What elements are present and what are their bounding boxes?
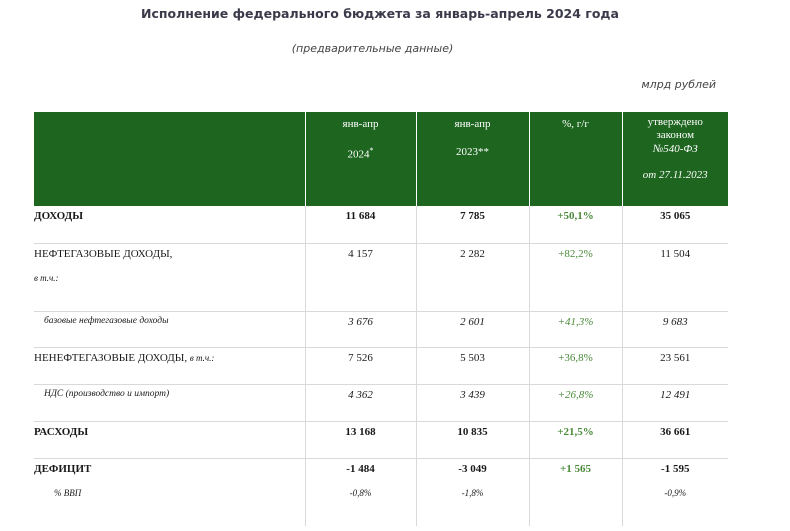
- value-percent: +21,5%: [557, 425, 594, 438]
- value-approved: 36 661: [660, 425, 691, 438]
- value-2024-gdp: -0,8%: [349, 487, 372, 498]
- value-percent: +36,8%: [558, 351, 593, 364]
- value-approved: 35 065: [660, 210, 691, 222]
- value-2023-gdp: -1,8%: [461, 487, 484, 498]
- table-row: [34, 243, 728, 311]
- header-label-cell: [34, 112, 305, 206]
- value-2023: 2 601: [460, 315, 485, 328]
- value-2023: 10 835: [457, 425, 488, 438]
- value-2023: 3 439: [460, 388, 485, 401]
- value-percent: +82,2%: [558, 247, 593, 260]
- row-label: ДОХОДЫ: [34, 210, 84, 222]
- value-2023: 2 282: [460, 247, 485, 260]
- value-2024: 3 676: [348, 315, 373, 328]
- value-percent: +1 565: [559, 462, 592, 475]
- header-2024-year: 2024: [347, 148, 370, 161]
- table-row: [34, 384, 728, 421]
- header-approved: [622, 112, 728, 206]
- header-approved-line2: законом: [656, 129, 695, 142]
- table-row: [34, 311, 728, 347]
- unit-label: млрд рублей: [641, 78, 716, 91]
- row-label: НДС (производство и импорт): [44, 388, 170, 399]
- value-2024: -1 484: [346, 462, 375, 475]
- row-label: НЕНЕФТЕГАЗОВЫЕ ДОХОДЫ,: [34, 351, 188, 364]
- value-2023: 7 785: [460, 210, 485, 222]
- header-percent-label: %, г/г: [562, 118, 589, 130]
- value-approved-gdp: -0,9%: [664, 487, 687, 498]
- row-label: РАСХОДЫ: [34, 425, 89, 438]
- row-label: НЕФТЕГАЗОВЫЕ ДОХОДЫ,: [34, 247, 173, 260]
- header-2024: [305, 112, 416, 206]
- value-approved: 9 683: [662, 315, 688, 328]
- page-title: Исполнение федерального бюджета за январь-апрель 2024 года: [141, 6, 619, 21]
- value-percent: +41,3%: [557, 315, 594, 328]
- budget-table: [34, 112, 728, 526]
- table-row: [34, 458, 728, 526]
- page-subtitle: (предварительные данные): [291, 42, 454, 55]
- header-approved-law: №540-ФЗ: [652, 142, 698, 155]
- header-2023-period: янв-апр: [454, 118, 491, 130]
- header-2023: [416, 112, 529, 206]
- header-2023-year: 2023**: [456, 145, 489, 158]
- header-percent: [529, 112, 622, 206]
- value-2023: 5 503: [460, 351, 485, 364]
- header-approved-date: от 27.11.2023: [642, 169, 708, 182]
- value-approved: -1 595: [661, 462, 690, 475]
- table-row: [34, 347, 728, 384]
- value-percent: +50,1%: [557, 210, 594, 222]
- row-note: в т.ч.:: [189, 352, 215, 363]
- header-approved-line1: утверждено: [647, 116, 703, 128]
- header-2024-footnote-mark: *: [369, 145, 374, 155]
- value-approved: 12 491: [660, 388, 691, 401]
- value-2024: 7 526: [348, 351, 373, 364]
- value-approved: 23 561: [660, 351, 691, 364]
- value-2024: 13 168: [345, 425, 376, 438]
- table-row: [34, 206, 728, 243]
- row-label: базовые нефтегазовые доходы: [44, 315, 169, 326]
- value-2023: -3 049: [458, 462, 487, 475]
- value-2024: 4 157: [348, 247, 373, 260]
- row-label: ДЕФИЦИТ: [34, 462, 92, 475]
- table-header-row: [34, 112, 728, 206]
- value-percent: +26,8%: [557, 388, 594, 401]
- value-2024: 4 362: [348, 388, 373, 401]
- header-2024-period: янв-апр: [342, 118, 379, 130]
- value-2024: 11 684: [345, 210, 376, 222]
- row-note: в т.ч.:: [34, 272, 59, 283]
- row-sublabel: % ВВП: [54, 487, 82, 498]
- table-row: [34, 421, 728, 458]
- value-approved: 11 504: [660, 247, 691, 260]
